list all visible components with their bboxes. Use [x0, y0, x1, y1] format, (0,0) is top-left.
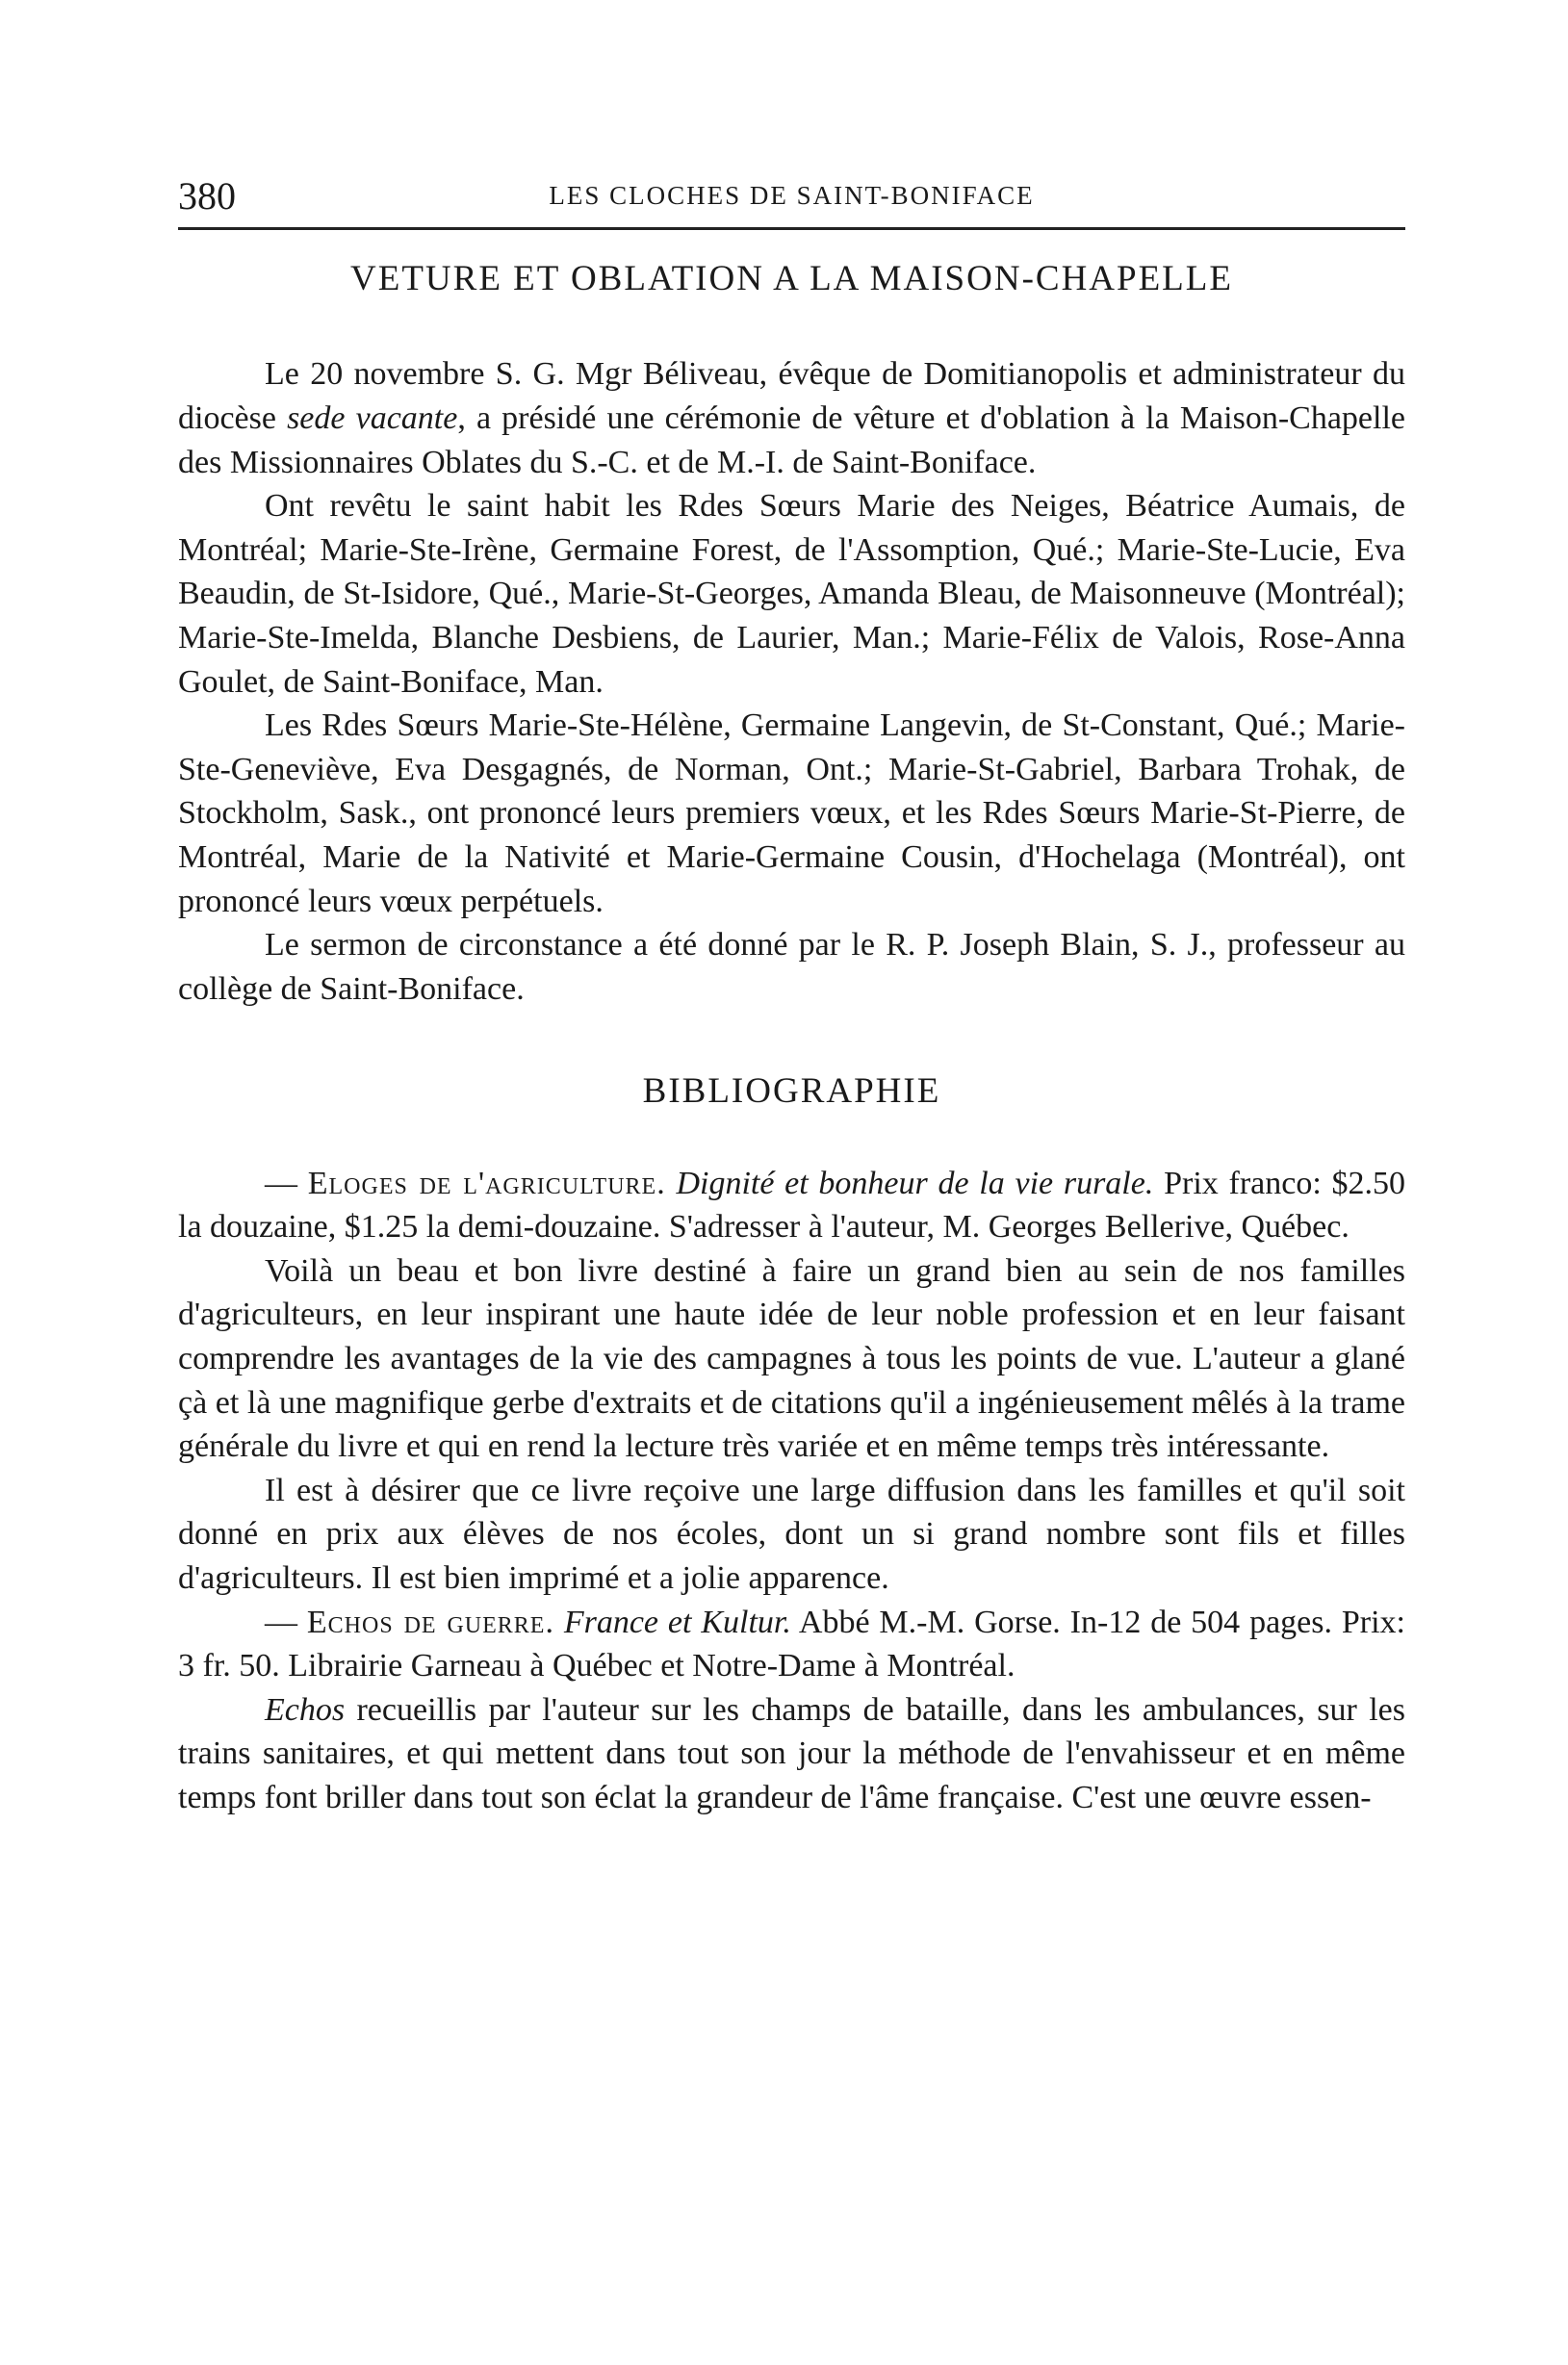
page-content [178, 258, 1405, 1820]
section-title-vesture: VETURE ET OBLATION A LA MAISON-CHAPELLE [350, 259, 1233, 298]
text: , a présidé une cérémonie de vêture et d'oblation à la Maison-Chapelle des Missionnaires Oblates du S.-C. et de M.-I. de Saint-Boniface. [178, 399, 1405, 480]
paragraph: Il est à désirer que ce livre reçoive une large diffusion dans les familles et qu'il soit donné en prix aux élèves de nos écoles, dont un si grand nombre sont fils et filles d'agriculteurs. Il est bien imprimé et a jolie apparence. [178, 1472, 1405, 1597]
italic-text: Echos [265, 1691, 346, 1728]
text: recueillis par l'auteur sur les champs de bataille, dans les ambulances, sur les trains sanitaires, et qui mettent dans tout son jour la méthode de l'envahisseur et en même temps font briller dans tout son éclat la grandeur de l'âme française. C'est une œuvre essen- [178, 1691, 1405, 1815]
paragraph: Le sermon de circonstance a été donné par le R. P. Joseph Blain, S. J., professeur au collège de Saint-Boniface. [178, 927, 1405, 1007]
paragraph: Les Rdes Sœurs Marie-Ste-Hélène, Germaine Langevin, de St-Constant, Qué.; Marie-Ste-Geneviève, Eva Desgagnés, de Norman, Ont.; Marie-St-Gabriel, Barbara Trohak, de Stockholm, Sask., ont prononcé leurs premiers vœux, et les Rdes Sœurs Marie-St-Pierre, de Montréal, Marie de la Nativité et Marie-Germaine Cousin, d'Hochelaga (Montréal), ont prononcé leurs vœux perpétuels. [178, 707, 1405, 919]
paragraph: Voilà un beau et bon livre destiné à faire un grand bien au sein de nos familles d'agriculteurs, en leur inspirant une haute idée de leur noble profession et en leur faisant comprendre les avantages de la vie des campagnes à tous les points de vue. L'auteur a glané çà et là une magnifique gerbe d'extraits et de citations qu'il a ingénieusement mêlés à la trame générale du livre et qui en rend la lecture très variée et en même temps très intéressante. [178, 1252, 1405, 1465]
bibliography-entry [178, 1601, 1405, 1688]
paragraph [178, 1688, 1405, 1820]
running-title: LES CLOCHES DE SAINT-BONIFACE [549, 181, 1035, 210]
italic-text: sede vacante [287, 399, 458, 436]
text: Prix franco: $2.50 la douzaine, $1.25 la demi-douzaine. S'adresser à l'auteur, M. Georges Bellerive, Québec. [178, 1165, 1406, 1246]
text: Le 20 novembre S. G. Mgr Béliveau, évêque de Domitianopolis et administrateur du diocèse [178, 356, 1405, 436]
section-title-bibliography: BIBLIOGRAPHIE [642, 1071, 941, 1112]
italic-text: Dignité et bonheur de la vie rurale. [676, 1165, 1154, 1201]
paragraph: Ont revêtu le saint habit les Rdes Sœurs Marie des Neiges, Béatrice Aumais, de Montréal; Marie-Ste-Irène, Germaine Forest, de l'Assomption, Qué.; Marie-Ste-Lucie, Eva Beaudin, de St-Isidore, Qué., Marie-St-Georges, Amanda Bleau, de Maisonneuve (Montréal); Marie-Ste-Imelda, Blanche Desbiens, de Laurier, Man.; Marie-Félix de Valois, Rose-Anna Goulet, de Saint-Boniface, Man. [178, 488, 1405, 700]
entry-title: Echos de guerre. [306, 1604, 554, 1640]
page-header [178, 169, 1405, 230]
page-number: 380 [178, 174, 236, 218]
text: — [265, 1165, 308, 1201]
text: Abbé M.-M. Gorse. In-12 de 504 pages. Prix: 3 fr. 50. Librairie Garneau à Québec et Notre-Dame à Montréal. [178, 1604, 1405, 1684]
bibliography-entry [178, 1162, 1405, 1249]
paragraph [178, 352, 1405, 484]
entry-title: Eloges de l'agriculture. [307, 1165, 666, 1201]
text: — [265, 1604, 307, 1640]
italic-text: France et Kultur. [563, 1604, 791, 1640]
